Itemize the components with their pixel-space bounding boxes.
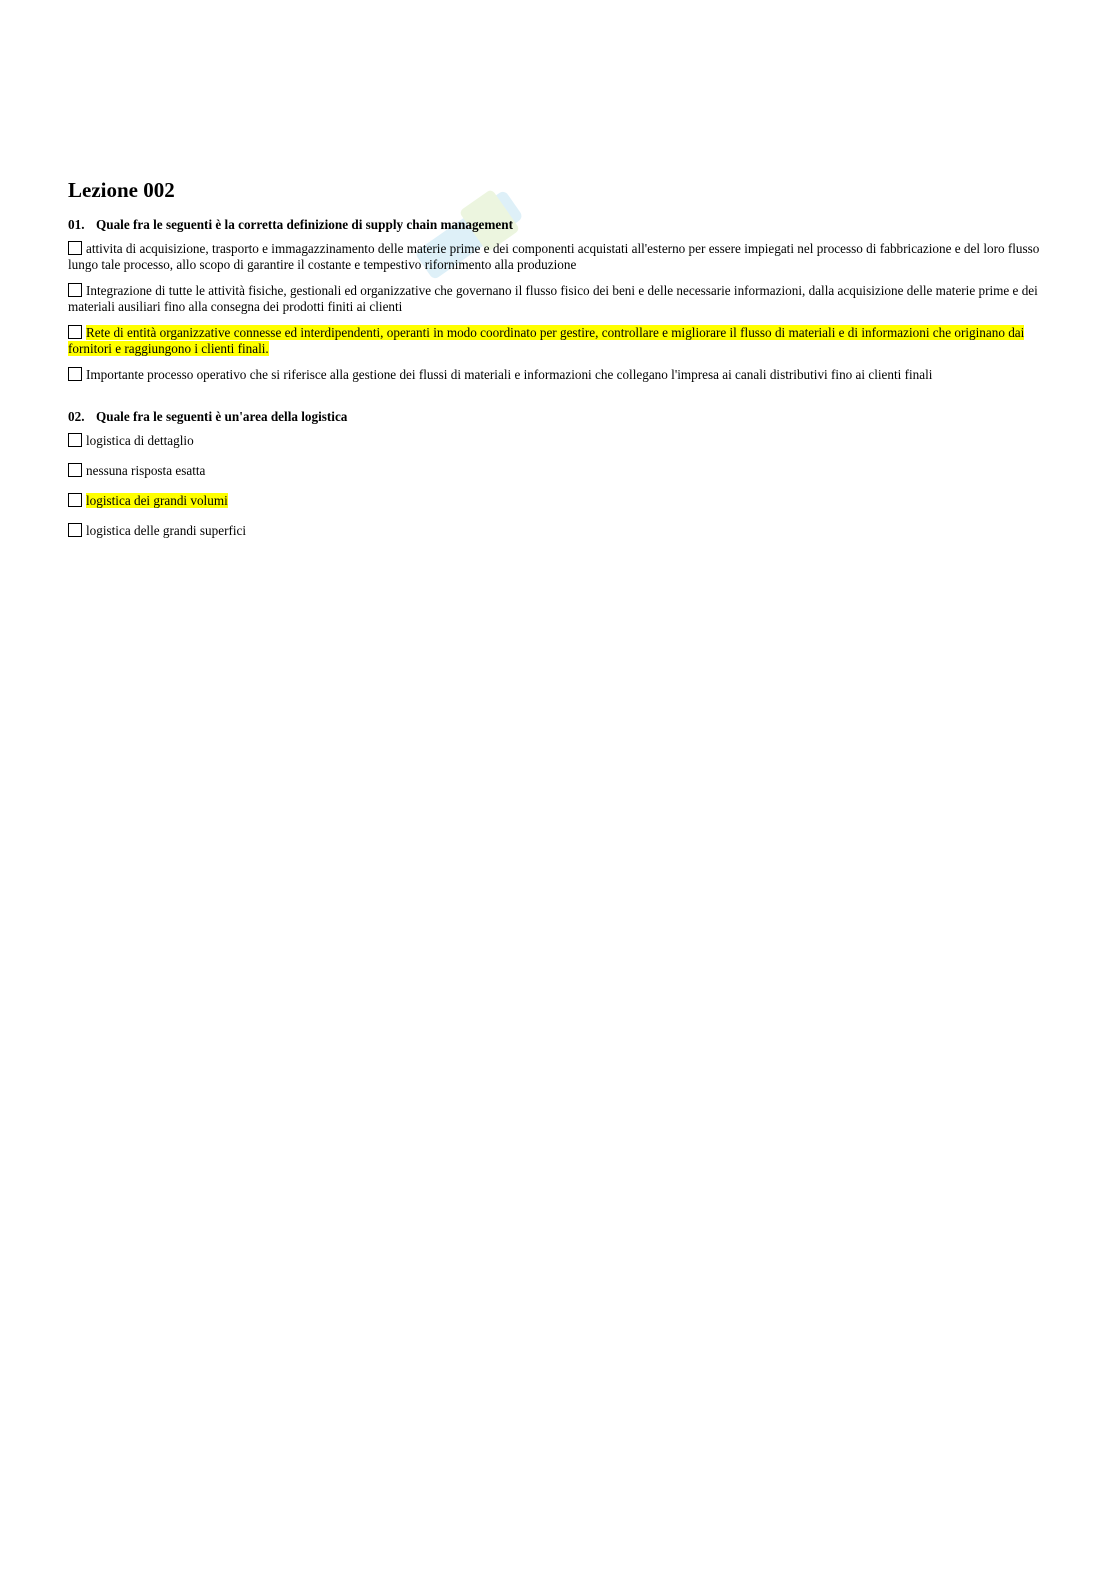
question-label: Quale fra le seguenti è la corretta definizione di supply chain management	[96, 217, 513, 233]
answer-checkbox[interactable]	[68, 241, 82, 255]
answer-text: Integrazione di tutte le attività fisiche, gestionali ed organizzative che governano il flusso fisico dei beni e delle necessarie informazioni, dalla acquisizione delle materie prime e dei materiali ausiliari fino alla consegna dei prodotti finiti ai clienti	[68, 283, 1038, 315]
question-number: 02.	[68, 409, 85, 425]
answer-checkbox[interactable]	[68, 523, 82, 537]
answer-option	[68, 241, 1043, 273]
question-text	[68, 217, 1043, 233]
answer-checkbox[interactable]	[68, 433, 82, 447]
answer-text: attivita di acquisizione, trasporto e immagazzinamento delle materie prime e dei componenti acquistati all'esterno per essere impiegati nel processo di fabbricazione e del loro flusso lungo tale processo, allo scopo di garantire il costante e tempestivo rifornimento alla produzione	[68, 241, 1040, 273]
answer-option	[68, 283, 1043, 315]
question-label: Quale fra le seguenti è un'area della logistica	[96, 409, 348, 425]
answer-option	[68, 463, 1043, 479]
answer-text: logistica delle grandi superfici	[86, 523, 247, 539]
lesson-title: Lezione 002	[68, 178, 175, 202]
answer-option	[68, 367, 1043, 383]
question-02	[68, 409, 1043, 539]
answer-text: logistica di dettaglio	[86, 433, 194, 449]
answer-checkbox[interactable]	[68, 463, 82, 477]
answer-checkbox[interactable]	[68, 367, 82, 381]
document-page	[68, 178, 1043, 553]
answer-checkbox[interactable]	[68, 493, 82, 507]
answer-option-highlighted	[68, 325, 1043, 357]
answer-text-highlighted: logistica dei grandi volumi	[86, 493, 228, 509]
answer-text: Importante processo operativo che si riferisce alla gestione dei flussi di materiali e informazioni che collegano l'impresa ai canali distributivi fino ai clienti finali	[86, 367, 933, 383]
question-number: 01.	[68, 217, 85, 233]
answer-text: nessuna risposta esatta	[86, 463, 206, 479]
answer-option	[68, 523, 1043, 539]
answer-checkbox[interactable]	[68, 325, 82, 339]
answer-text-highlighted: Rete di entità organizzative connesse ed interdipendenti, operanti in modo coordinato per gestire, controllare e migliorare il flusso di materiali e di informazioni che originano dai fornitori e raggiungono i clienti finali.	[68, 325, 1025, 357]
answer-checkbox[interactable]	[68, 283, 82, 297]
question-01	[68, 217, 1043, 383]
question-text	[68, 409, 1043, 425]
answer-option-highlighted	[68, 493, 1043, 509]
answer-option	[68, 433, 1043, 449]
